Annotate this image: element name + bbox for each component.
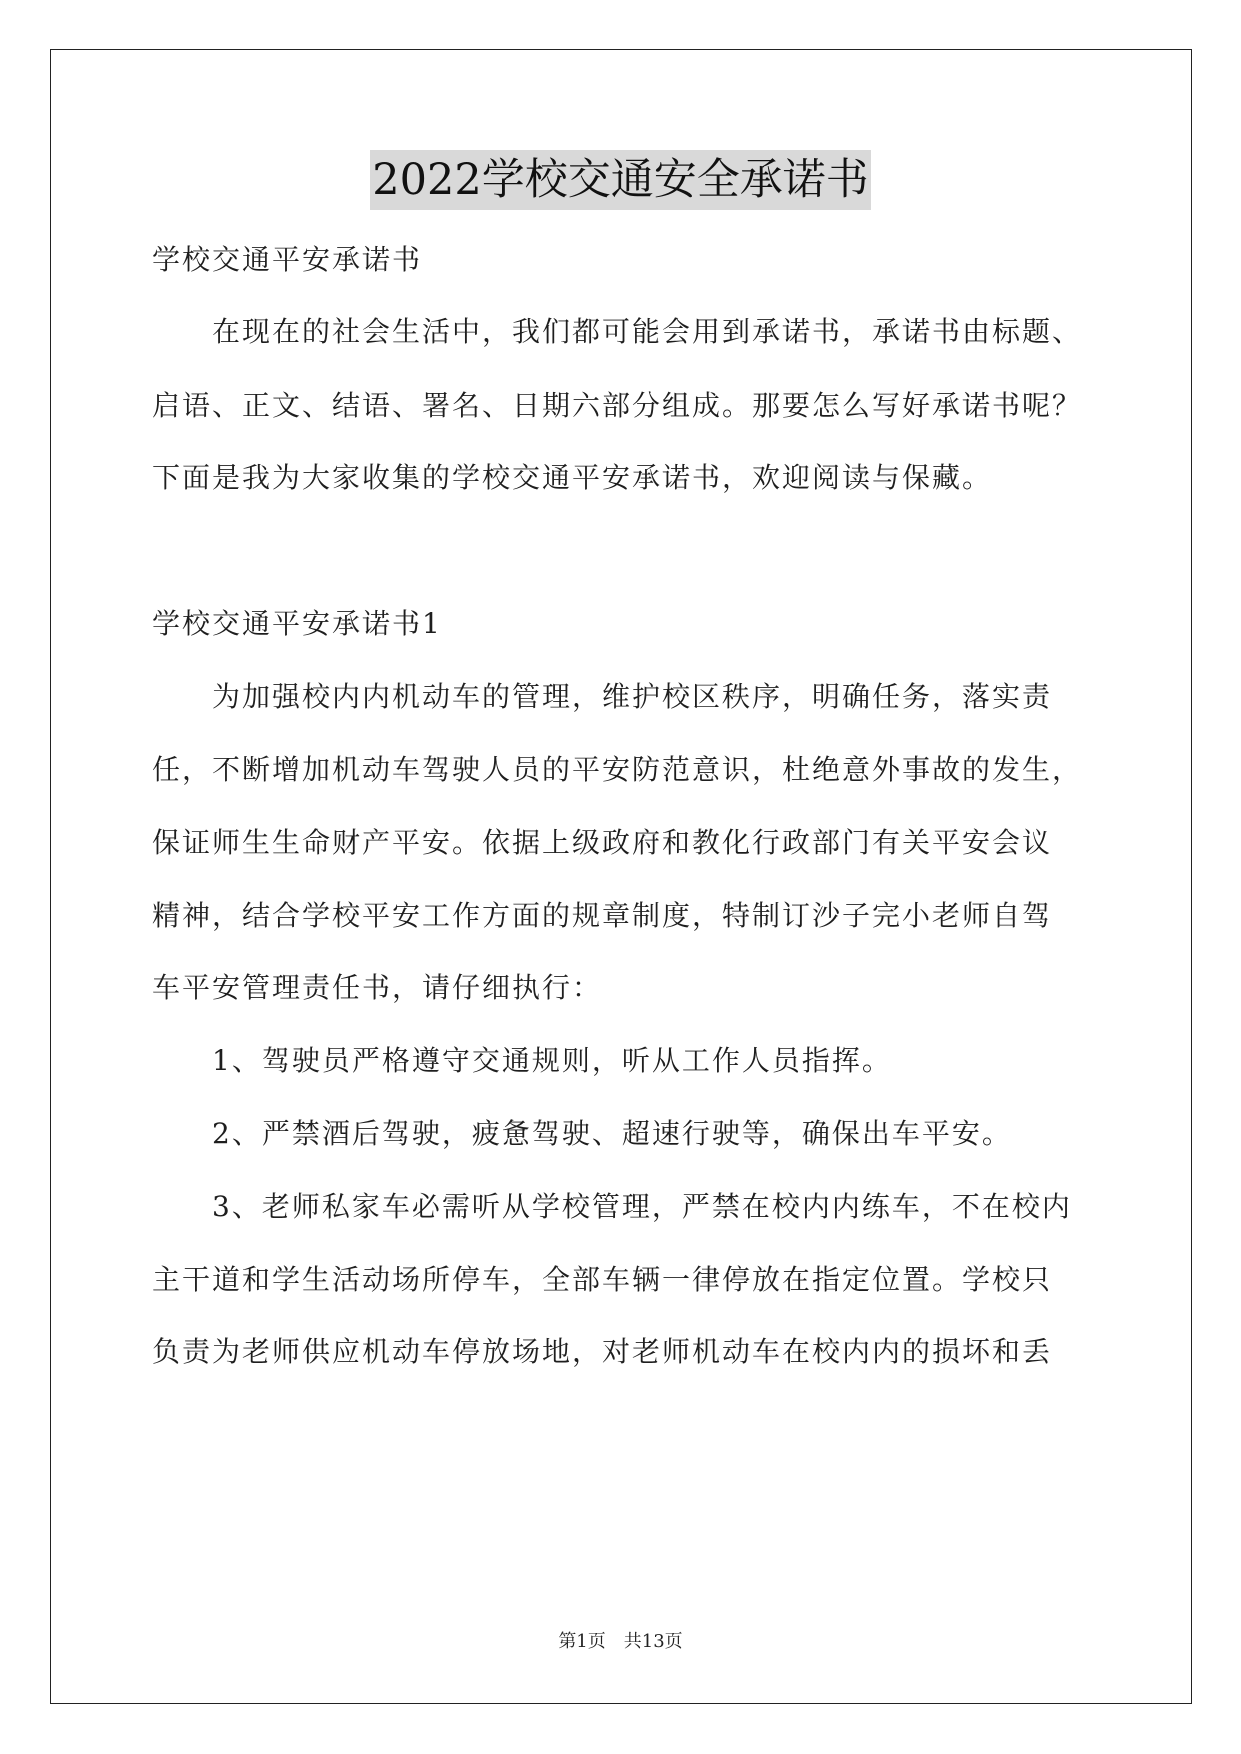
page-number: 第1页 bbox=[558, 1631, 606, 1652]
intro-line-2: 启语、正文、结语、署名、日期六部分组成。那要怎么写好承诺书呢？ bbox=[152, 389, 1083, 422]
intro-line-3: 下面是我为大家收集的学校交通平安承诺书，欢迎阅读与保藏。 bbox=[152, 461, 993, 494]
list-item-3-line-3: 负责为老师供应机动车停放场地，对老师机动车在校内内的损坏和丢 bbox=[152, 1335, 1053, 1368]
section-heading: 学校交通平安承诺书1 bbox=[152, 607, 442, 640]
body-line-1: 为加强校内内机动车的管理，维护校区秩序，明确任务，落实责 bbox=[212, 680, 1053, 713]
intro-line-1: 在现在的社会生活中，我们都可能会用到承诺书，承诺书由标题、 bbox=[212, 315, 1083, 348]
body-line-4: 精神，结合学校平安工作方面的规章制度，特制订沙子完小老师自驾 bbox=[152, 899, 1053, 932]
body-line-5: 车平安管理责任书，请仔细执行： bbox=[152, 971, 603, 1004]
list-item-3-line-2: 主干道和学生活动场所停车，全部车辆一律停放在指定位置。学校只 bbox=[152, 1263, 1053, 1296]
list-item-3-line-1: 3、老师私家车必需听从学校管理，严禁在校内内练车，不在校内 bbox=[212, 1190, 1072, 1223]
page-border bbox=[50, 49, 1192, 1704]
document-subtitle: 学校交通平安承诺书 bbox=[152, 243, 423, 276]
page-total: 共13页 bbox=[623, 1631, 683, 1652]
list-item-2: 2、严禁酒后驾驶，疲惫驾驶、超速行驶等，确保出车平安。 bbox=[212, 1117, 1012, 1150]
body-line-2: 任，不断增加机动车驾驶人员的平安防范意识，杜绝意外事故的发生， bbox=[152, 753, 1083, 786]
page-footer bbox=[0, 1630, 1241, 1654]
body-line-3: 保证师生生命财产平安。依据上级政府和教化行政部门有关平安会议 bbox=[152, 826, 1053, 859]
title-container bbox=[0, 150, 1241, 210]
document-title: 2022学校交通安全承诺书 bbox=[370, 150, 870, 210]
list-item-1: 1、驾驶员严格遵守交通规则，听从工作人员指挥。 bbox=[212, 1044, 892, 1077]
